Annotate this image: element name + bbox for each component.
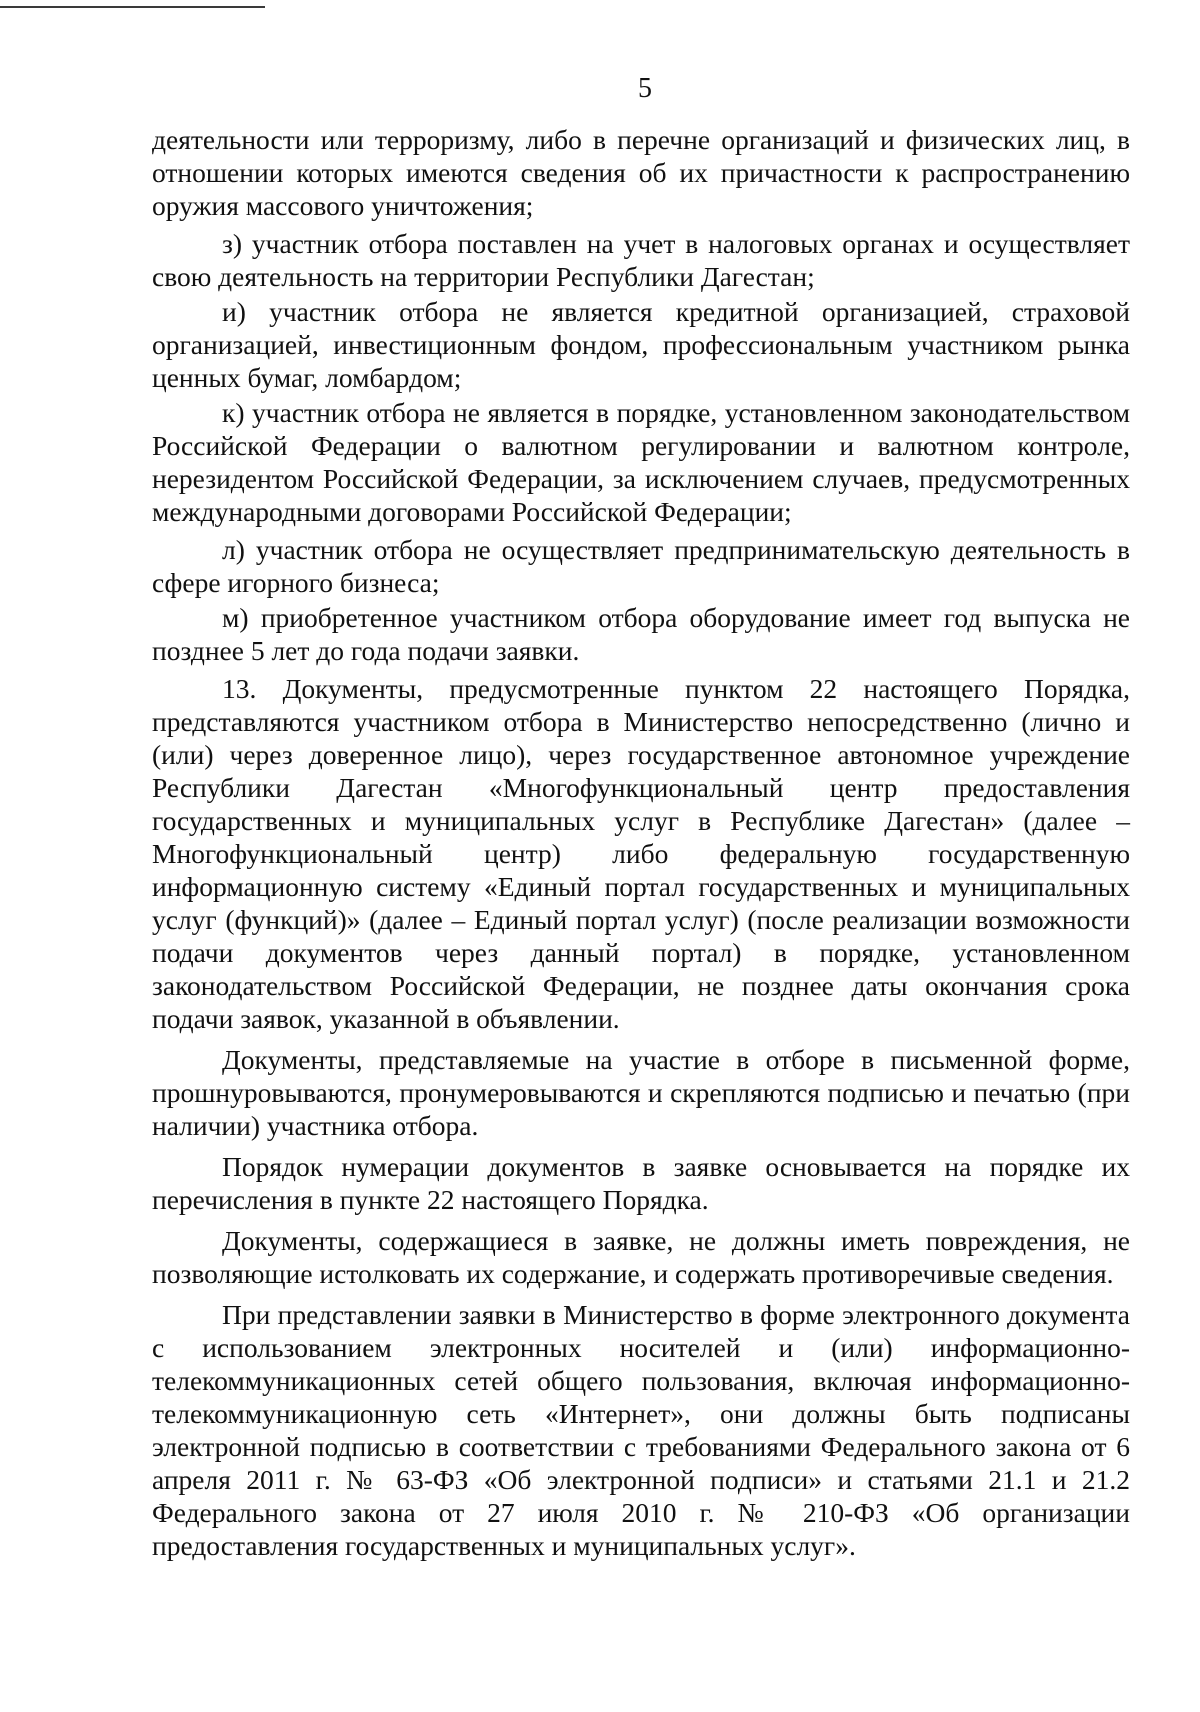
paragraph-item-m: м) приобретенное участником отбора оборудование имеет год выпуска не позднее 5 лет до года подачи заявки. — [152, 602, 1130, 666]
paragraph-numbering-order: Порядок нумерации документов в заявке основывается на порядке их перечисления в пункте 22 настоящего Порядка. — [152, 1151, 1130, 1215]
paragraph-item-k: к) участник отбора не является в порядке, установленном законодательством Российской Федерации о валютном регулировании и валютном контроле, нерезидентом Российской Федерации, за исключением случаев, предусмотренных международными договорами Российской Федерации; — [152, 397, 1130, 527]
paragraph-documents-written-form: Документы, представляемые на участие в отборе в письменной форме, прошнуровываются, пронумеровываются и скрепляются подписью и печатью (при наличии) участника отбора. — [152, 1044, 1130, 1141]
page-number: 5 — [638, 73, 652, 104]
paragraph-continuation: деятельности или терроризму, либо в перечне организаций и физических лиц, в отношении которых имеются сведения об их причастности к распространению оружия массового уничтожения; — [152, 124, 1130, 221]
paragraph-item-z: з) участник отбора поставлен на учет в налоговых органах и осуществляет свою деятельность на территории Республики Дагестан; — [152, 228, 1130, 292]
paragraph-documents-integrity: Документы, содержащиеся в заявке, не должны иметь повреждения, не позволяющие истолковать их содержание, и содержать противоречивые сведения. — [152, 1225, 1130, 1289]
paragraph-item-l: л) участник отбора не осуществляет предпринимательскую деятельность в сфере игорного бизнеса; — [152, 534, 1130, 598]
scan-edge-line — [0, 6, 265, 8]
paragraph-clause-13: 13. Документы, предусмотренные пунктом 22 настоящего Порядка, представляются участником отбора в Министерство непосредственно (лично и (или) через доверенное лицо), через государственное автономное учреждение Республики Дагестан «Многофункциональный центр предоставления государственных и муниципальных услуг в Республике Дагестан» (далее – Многофункциональный центр) либо федеральную государственную информационную систему «Единый портал государственных и муниципальных услуг (функций)» (далее – Единый портал услуг) (после реализации возможности подачи документов через данный портал) в порядке, установленном законодательством Российской Федерации, не позднее даты окончания срока подачи заявок, указанной в объявлении. — [152, 673, 1130, 1034]
paragraph-electronic-submission: При представлении заявки в Министерство в форме электронного документа с использованием электронных носителей и (или) информационно-телекоммуникационных сетей общего пользования, включая информационно-телекоммуникационную сеть «Интернет», они должны быть подписаны электронной подписью в соответствии с требованиями Федерального закона от 6 апреля 2011 г. № 63-ФЗ «Об электронной подписи» и статьями 21.1 и 21.2 Федерального закона от 27 июля 2010 г. № 210-ФЗ «Об организации предоставления государственных и муниципальных услуг». — [152, 1299, 1130, 1561]
document-body — [152, 123, 1130, 1562]
paragraph-item-i: и) участник отбора не является кредитной организацией, страховой организацией, инвестиционным фондом, профессиональным участником рынка ценных бумаг, ломбардом; — [152, 296, 1130, 393]
